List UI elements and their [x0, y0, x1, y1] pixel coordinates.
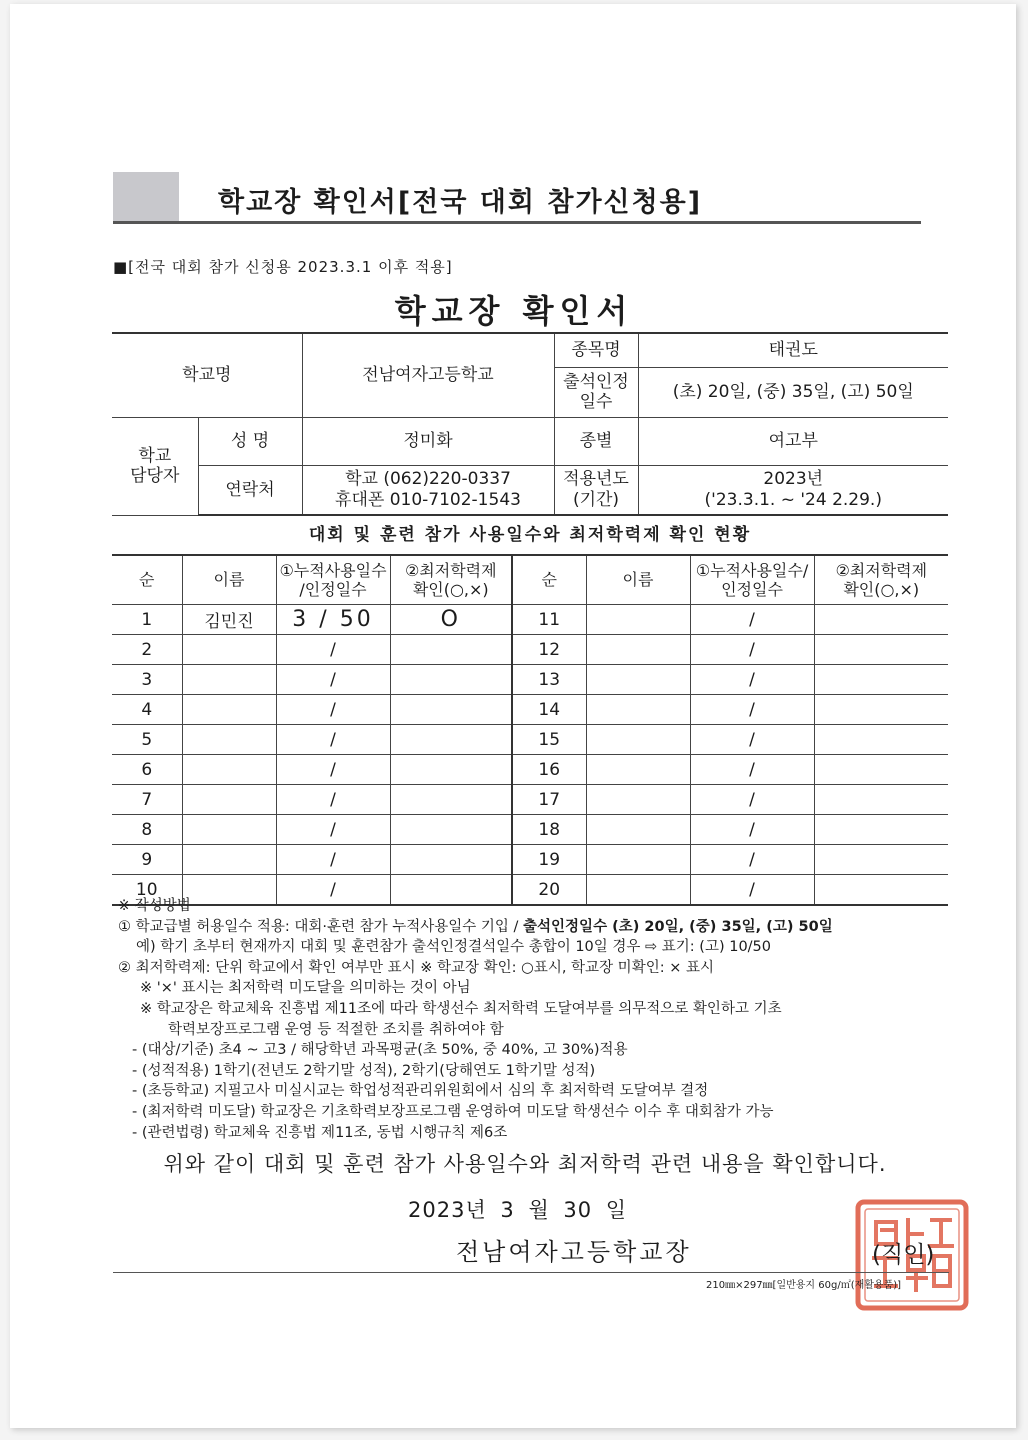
footer-divider [113, 1272, 949, 1273]
row-number: 4 [112, 695, 182, 725]
note-line-1-text: ① 학교급별 허용일수 적용: 대회·훈련 참가 누적사용일수 기입 / [118, 918, 524, 935]
row-days: / [276, 785, 390, 815]
header-title: 학교장 확인서[전국 대회 참가신청용] [218, 187, 703, 218]
row-number: 2 [112, 635, 182, 665]
row-name-right [586, 605, 690, 635]
header-divider [113, 221, 921, 224]
row-check-right [814, 695, 948, 725]
row-name-right [586, 665, 690, 695]
row-number-right: 11 [512, 605, 586, 635]
issue-date: 2023년 3 월 30 일 [408, 1198, 628, 1222]
row-name-right [586, 725, 690, 755]
row-days-right: / [690, 875, 814, 906]
row-days-right: / [690, 785, 814, 815]
note-line-7: - (대상/기준) 초4 ~ 고3 / 해당학년 과목평균(초 50%, 중 40%, 고 30%)적용 [132, 1042, 628, 1059]
sport-label: 종목명 [554, 333, 638, 367]
row-name-right [586, 635, 690, 665]
row-number: 10 [112, 875, 182, 906]
row-name [182, 695, 276, 725]
row-name [182, 815, 276, 845]
row-check-right [814, 665, 948, 695]
table-row [112, 605, 948, 635]
row-check [390, 755, 512, 785]
row-number-right: 13 [512, 665, 586, 695]
row-days: / [276, 755, 390, 785]
division-value: 여고부 [638, 417, 948, 465]
period-values [638, 465, 948, 515]
manager-name: 정미화 [302, 417, 554, 465]
row-days: 3 / 50 [276, 605, 390, 635]
row-days-right: / [690, 605, 814, 635]
row-days-right: / [690, 635, 814, 665]
row-days: / [276, 725, 390, 755]
row-name-right [586, 815, 690, 845]
manager-label: 학교 담당자 [112, 417, 198, 515]
table-row [112, 665, 948, 695]
row-number: 9 [112, 845, 182, 875]
school-label: 학교명 [112, 333, 302, 417]
year-value: 2023년 [763, 469, 824, 490]
row-number: 3 [112, 665, 182, 695]
row-days: / [276, 815, 390, 845]
document-title: 학교장 확인서 [394, 292, 634, 330]
row-name: 김민진 [182, 605, 276, 635]
confirmation-statement: 위와 같이 대회 및 훈련 참가 사용일수와 최저학력 관련 내용을 확인합니다. [163, 1152, 887, 1176]
row-number-right: 19 [512, 845, 586, 875]
row-name [182, 665, 276, 695]
row-check-right [814, 635, 948, 665]
notice-text: ■[전국 대회 참가 신청용 2023.3.1 이후 적용] [113, 258, 453, 276]
note-line-3: ② 최저학력제: 단위 학교에서 확인 여부만 표시 ※ 학교장 확인: ○표시, 학교장 미확인: × 표시 [118, 959, 714, 976]
list-subheading: 대회 및 훈련 참가 사용일수와 최저학력제 확인 현황 [308, 525, 752, 545]
table-row [112, 725, 948, 755]
note-line-2: 예) 학기 초부터 현재까지 대회 및 훈련참가 출석인정결석일수 총합이 10일 경우 ⇨ 표기: (고) 10/50 [136, 939, 772, 956]
row-check-right [814, 725, 948, 755]
table-row [112, 635, 948, 665]
col-days-header-right: ①누적사용일수/ 인정일수 [690, 555, 814, 605]
row-number-right: 17 [512, 785, 586, 815]
table-header-row [112, 555, 948, 605]
instructions [118, 896, 958, 1143]
participant-table [112, 554, 948, 906]
period-label: 적용년도 (기간) [554, 465, 638, 515]
period-value: ('23.3.1. ~ '24 2.29.) [704, 489, 882, 510]
row-days: / [276, 665, 390, 695]
row-number-right: 18 [512, 815, 586, 845]
row-number-right: 12 [512, 635, 586, 665]
row-name [182, 845, 276, 875]
note-line-10: - (최저학력 미도달) 학교장은 기초학력보장프로그램 운영하여 미도달 학생선수 이수 후 대회참가 가능 [132, 1103, 774, 1120]
row-check [390, 815, 512, 845]
row-check [390, 635, 512, 665]
note-line-4: ※ '×' 표시는 최저학력 미도달을 의미하는 것이 아님 [140, 980, 471, 997]
mobile-phone: 휴대폰 010-7102-1543 [335, 489, 521, 510]
row-days: / [276, 875, 390, 906]
row-check [390, 665, 512, 695]
row-number-right: 20 [512, 875, 586, 906]
row-check: O [390, 605, 512, 635]
table-row [112, 695, 948, 725]
row-name [182, 725, 276, 755]
row-check [390, 785, 512, 815]
note-line-8: - (성적적용) 1학기(전년도 2학기말 성적), 2학기(당해연도 1학기말 성적) [132, 1062, 596, 1079]
row-check [390, 845, 512, 875]
principal-name: 전남여자고등학교장 [456, 1238, 692, 1266]
note-line-6: 학력보장프로그램 운영 등 적절한 조치를 취하여야 함 [168, 1021, 504, 1038]
col-name-header-right: 이름 [586, 555, 690, 605]
note-line-1-bold: 출석인정일수 (초) 20일, (중) 35일, (고) 50일 [523, 918, 833, 935]
col-days-header: ①누적사용일수 /인정일수 [276, 555, 390, 605]
row-days: / [276, 635, 390, 665]
row-days-right: / [690, 815, 814, 845]
col-no-header-right: 순 [512, 555, 586, 605]
row-check-right [814, 815, 948, 845]
row-check [390, 725, 512, 755]
row-number-right: 16 [512, 755, 586, 785]
note-line-5: ※ 학교장은 학교체육 진흥법 제11조에 따라 학생선수 최저학력 도달여부를 의무적으로 확인하고 기초 [140, 1000, 782, 1017]
row-name-right [586, 755, 690, 785]
row-check-right [814, 605, 948, 635]
division-label: 종별 [554, 417, 638, 465]
table-row [112, 785, 948, 815]
row-name [182, 755, 276, 785]
row-number-right: 15 [512, 725, 586, 755]
col-name-header: 이름 [182, 555, 276, 605]
school-phone: 학교 (062)220-0337 [345, 469, 511, 490]
row-name-right [586, 785, 690, 815]
note-line-11: - (관련법령) 학교체육 진흥법 제11조, 동법 시행규칙 제6조 [132, 1124, 508, 1141]
row-days-right: / [690, 695, 814, 725]
row-number: 1 [112, 605, 182, 635]
row-days-right: / [690, 845, 814, 875]
row-number: 8 [112, 815, 182, 845]
row-check-right [814, 785, 948, 815]
seal-label: (직인) [872, 1242, 935, 1268]
row-name-right [586, 845, 690, 875]
row-days-right: / [690, 725, 814, 755]
paper-spec: 210㎜×297㎜[일반용지 60g/㎡(재활용품)] [706, 1280, 902, 1291]
row-name-right [586, 695, 690, 725]
contact-label: 연락처 [198, 465, 302, 515]
info-table [112, 332, 948, 516]
table-row [112, 755, 948, 785]
row-number: 6 [112, 755, 182, 785]
name-label: 성 명 [198, 417, 302, 465]
row-name [182, 635, 276, 665]
row-check-right [814, 845, 948, 875]
attendance-value: (초) 20일, (중) 35일, (고) 50일 [638, 367, 948, 417]
row-number: 7 [112, 785, 182, 815]
row-number: 5 [112, 725, 182, 755]
col-no-header: 순 [112, 555, 182, 605]
row-days-right: / [690, 755, 814, 785]
row-days: / [276, 695, 390, 725]
note-line-9: - (초등학교) 지필고사 미실시교는 학업성적관리위원회에서 심의 후 최저학력 도달여부 결정 [132, 1083, 709, 1100]
row-check-right [814, 755, 948, 785]
attendance-label: 출석인정 일수 [554, 367, 638, 417]
row-number-right: 14 [512, 695, 586, 725]
school-name: 전남여자고등학교 [302, 333, 554, 417]
row-days-right: / [690, 665, 814, 695]
row-name [182, 785, 276, 815]
note-line-1 [118, 917, 958, 938]
table-row [112, 845, 948, 875]
col-check-header: ②최저학력제 확인(○,×) [390, 555, 512, 605]
row-days: / [276, 845, 390, 875]
table-row [112, 815, 948, 845]
header-accent-block [113, 172, 179, 222]
col-check-header-right: ②최저학력제 확인(○,×) [814, 555, 948, 605]
sport-value: 태권도 [638, 333, 948, 367]
contact-values [302, 465, 554, 515]
notes-heading: ※ 작성방법 [118, 898, 191, 914]
row-check [390, 695, 512, 725]
